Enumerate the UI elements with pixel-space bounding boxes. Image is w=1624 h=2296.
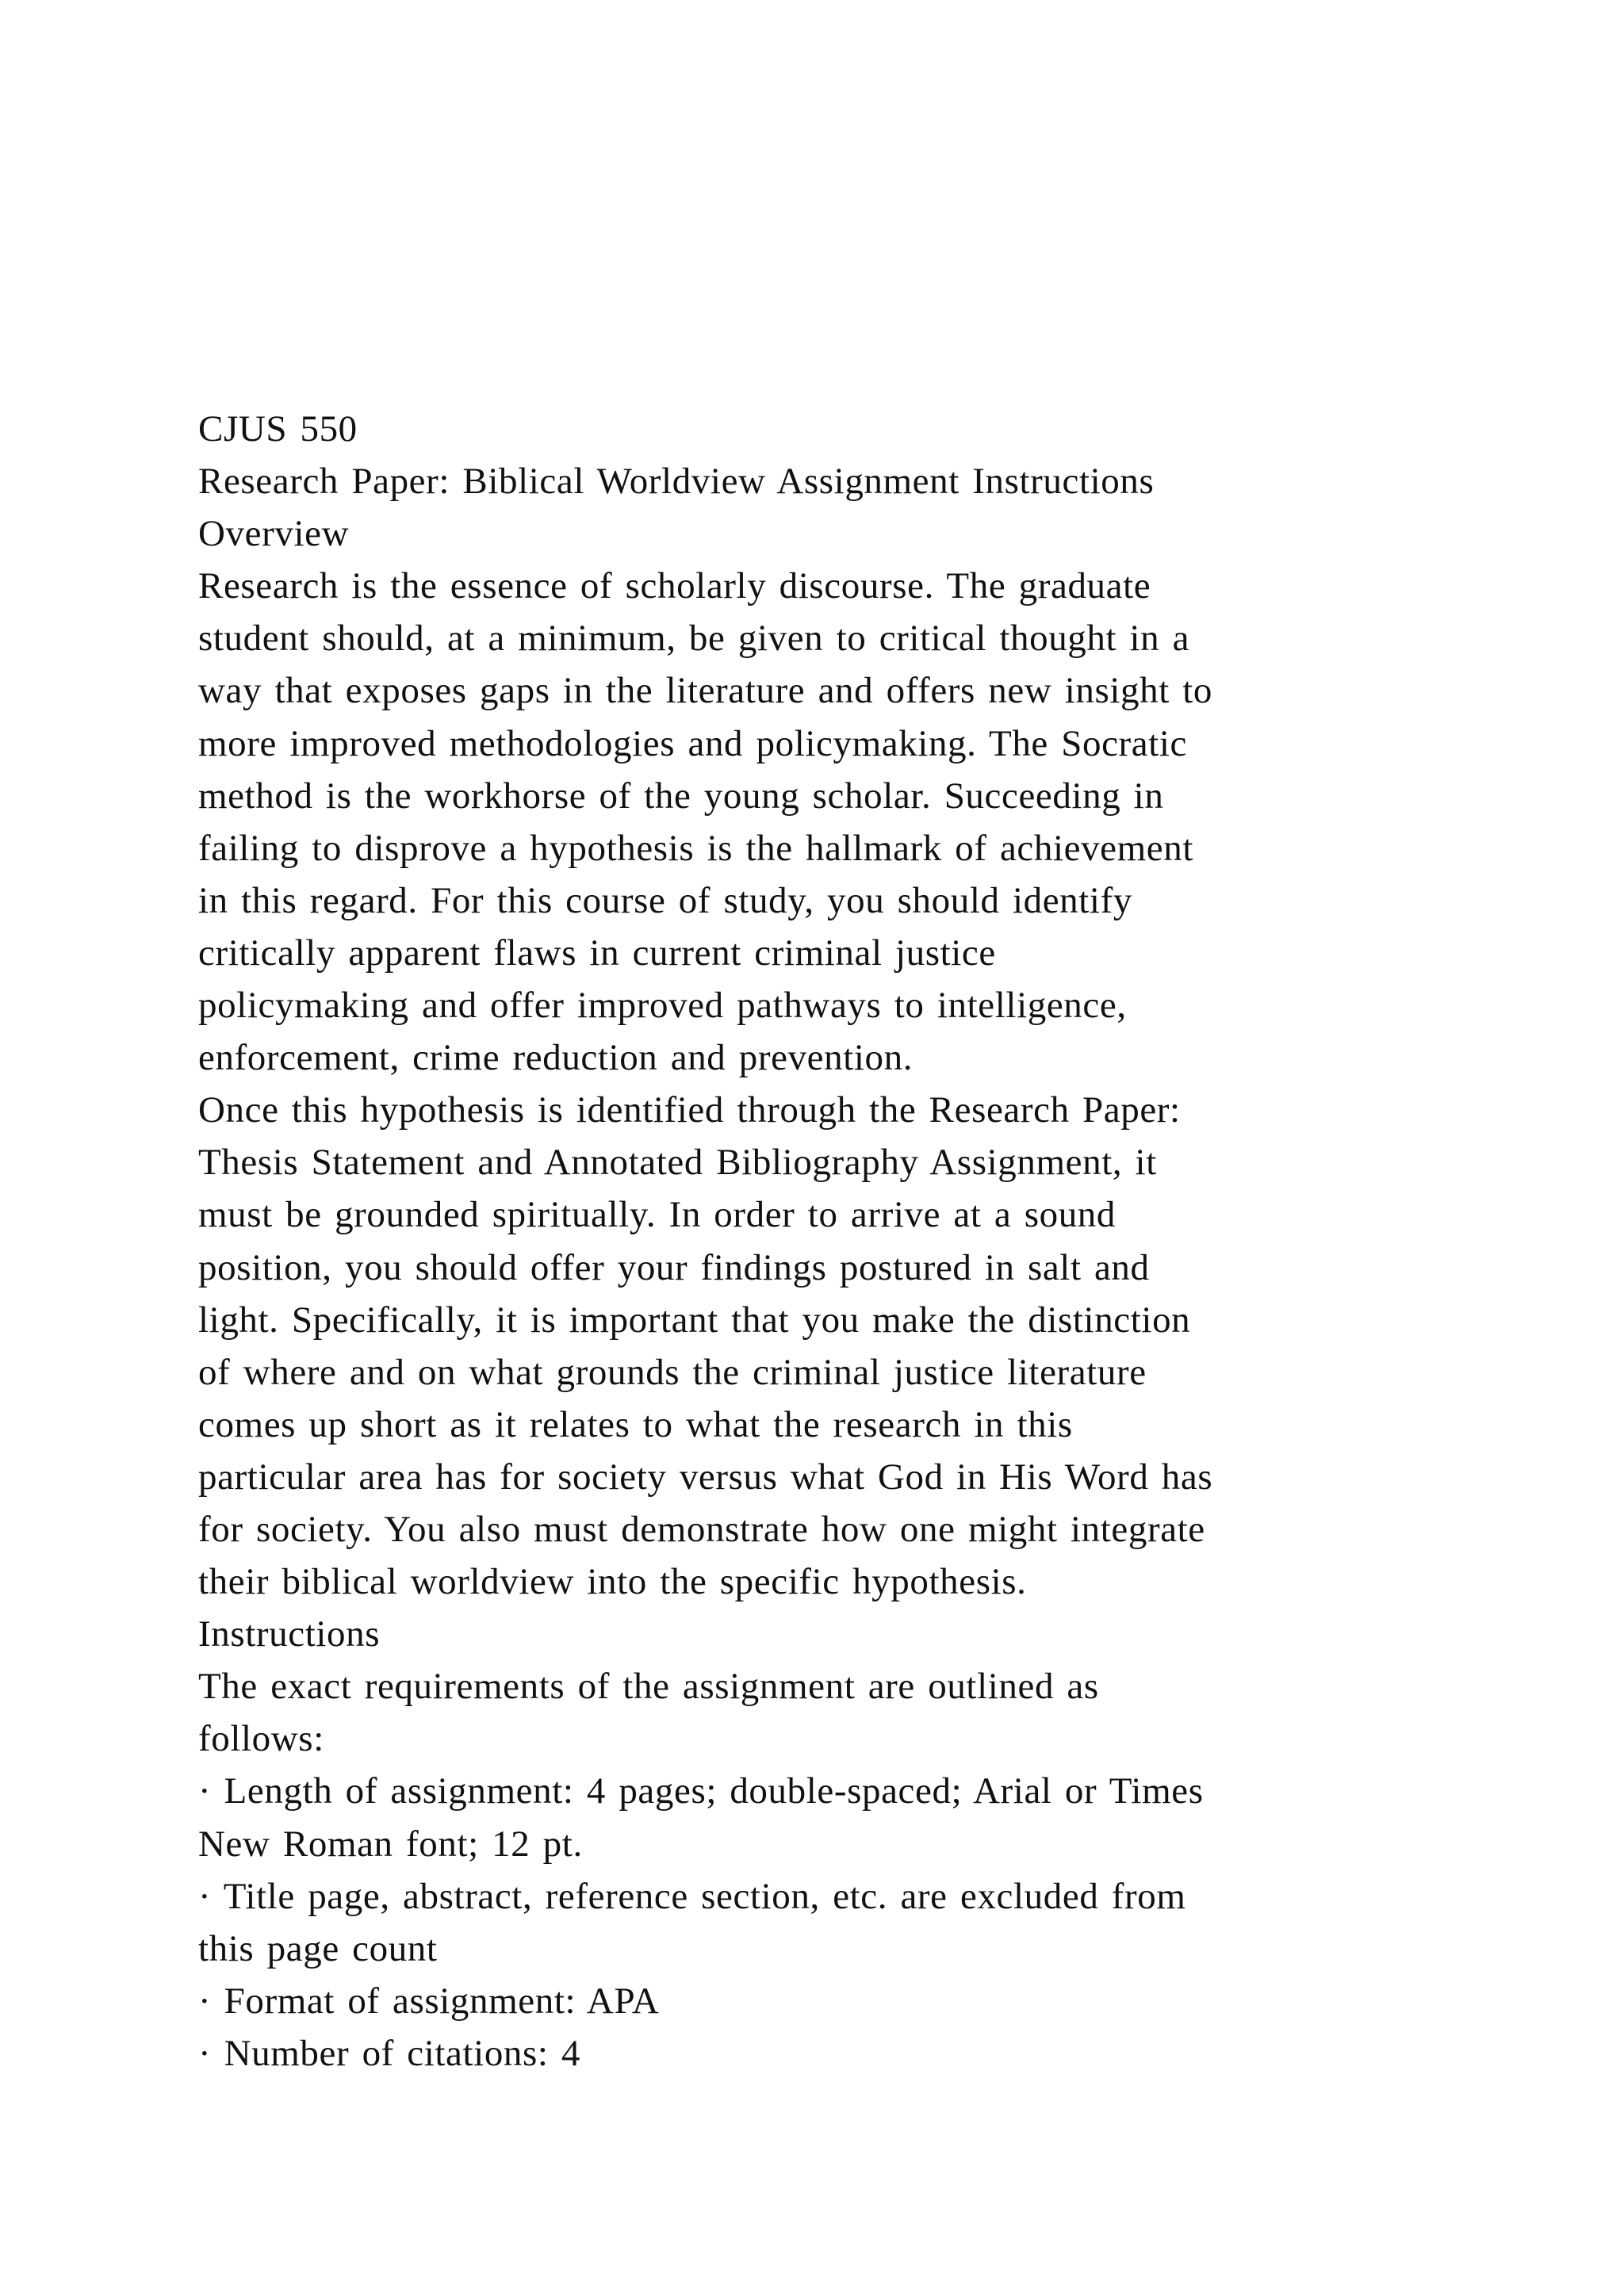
overview-text-line: particular area has for society versus what God in His Word has — [198, 1456, 1213, 1498]
instructions-text-line: follows: — [198, 1718, 324, 1760]
assignment-title: Research Paper: Biblical Worldview Assignment Instructions — [198, 461, 1155, 503]
overview-text-line: for society. You also must demonstrate how one might integrate — [198, 1508, 1205, 1550]
overview-heading: Overview — [198, 513, 350, 555]
overview-text-line: position, you should offer your findings postured in salt and — [198, 1246, 1150, 1288]
overview-text-line: must be grounded spiritually. In order to arrive at a sound — [198, 1194, 1116, 1236]
overview-text-line: of where and on what grounds the criminal justice literature — [198, 1351, 1147, 1393]
requirement-item: New Roman font; 12 pt. — [198, 1823, 583, 1865]
overview-text-line: light. Specifically, it is important that you make the distinction — [198, 1299, 1191, 1341]
overview-text-line: way that exposes gaps in the literature and offers new insight to — [198, 670, 1213, 712]
overview-text-line: Once this hypothesis is identified through the Research Paper: — [198, 1089, 1181, 1131]
requirement-item: · Length of assignment: 4 pages; double-spaced; Arial or Times — [198, 1770, 1204, 1812]
document-text — [198, 403, 1499, 2080]
overview-text-line: enforcement, crime reduction and prevention. — [198, 1037, 914, 1079]
overview-text-line: comes up short as it relates to what the research in this — [198, 1403, 1073, 1445]
overview-text-line: critically apparent flaws in current criminal justice — [198, 932, 996, 974]
requirement-item: this page count — [198, 1927, 438, 1969]
requirement-item: · Title page, abstract, reference section, etc. are excluded from — [198, 1875, 1186, 1917]
requirement-item: · Format of assignment: APA — [198, 1980, 660, 2022]
overview-text-line: their biblical worldview into the specific hypothesis. — [198, 1561, 1027, 1603]
overview-text-line: Thesis Statement and Annotated Bibliography Assignment, it — [198, 1142, 1157, 1184]
overview-text-line: policymaking and offer improved pathways to intelligence, — [198, 985, 1127, 1027]
overview-text-line: Research is the essence of scholarly discourse. The graduate — [198, 565, 1151, 607]
instructions-heading: Instructions — [198, 1613, 381, 1655]
course-code: CJUS 550 — [198, 408, 358, 450]
instructions-text-line: The exact requirements of the assignment are outlined as — [198, 1666, 1099, 1708]
overview-text-line: in this regard. For this course of study, you should identify — [198, 879, 1132, 921]
overview-text-line: failing to disprove a hypothesis is the hallmark of achievement — [198, 827, 1194, 869]
overview-text-line: student should, at a minimum, be given to critical thought in a — [198, 618, 1190, 660]
overview-text-line: method is the workhorse of the young scholar. Succeeding in — [198, 775, 1164, 817]
overview-text-line: more improved methodologies and policymaking. The Socratic — [198, 722, 1188, 764]
requirement-item: · Number of citations: 4 — [198, 2032, 581, 2074]
